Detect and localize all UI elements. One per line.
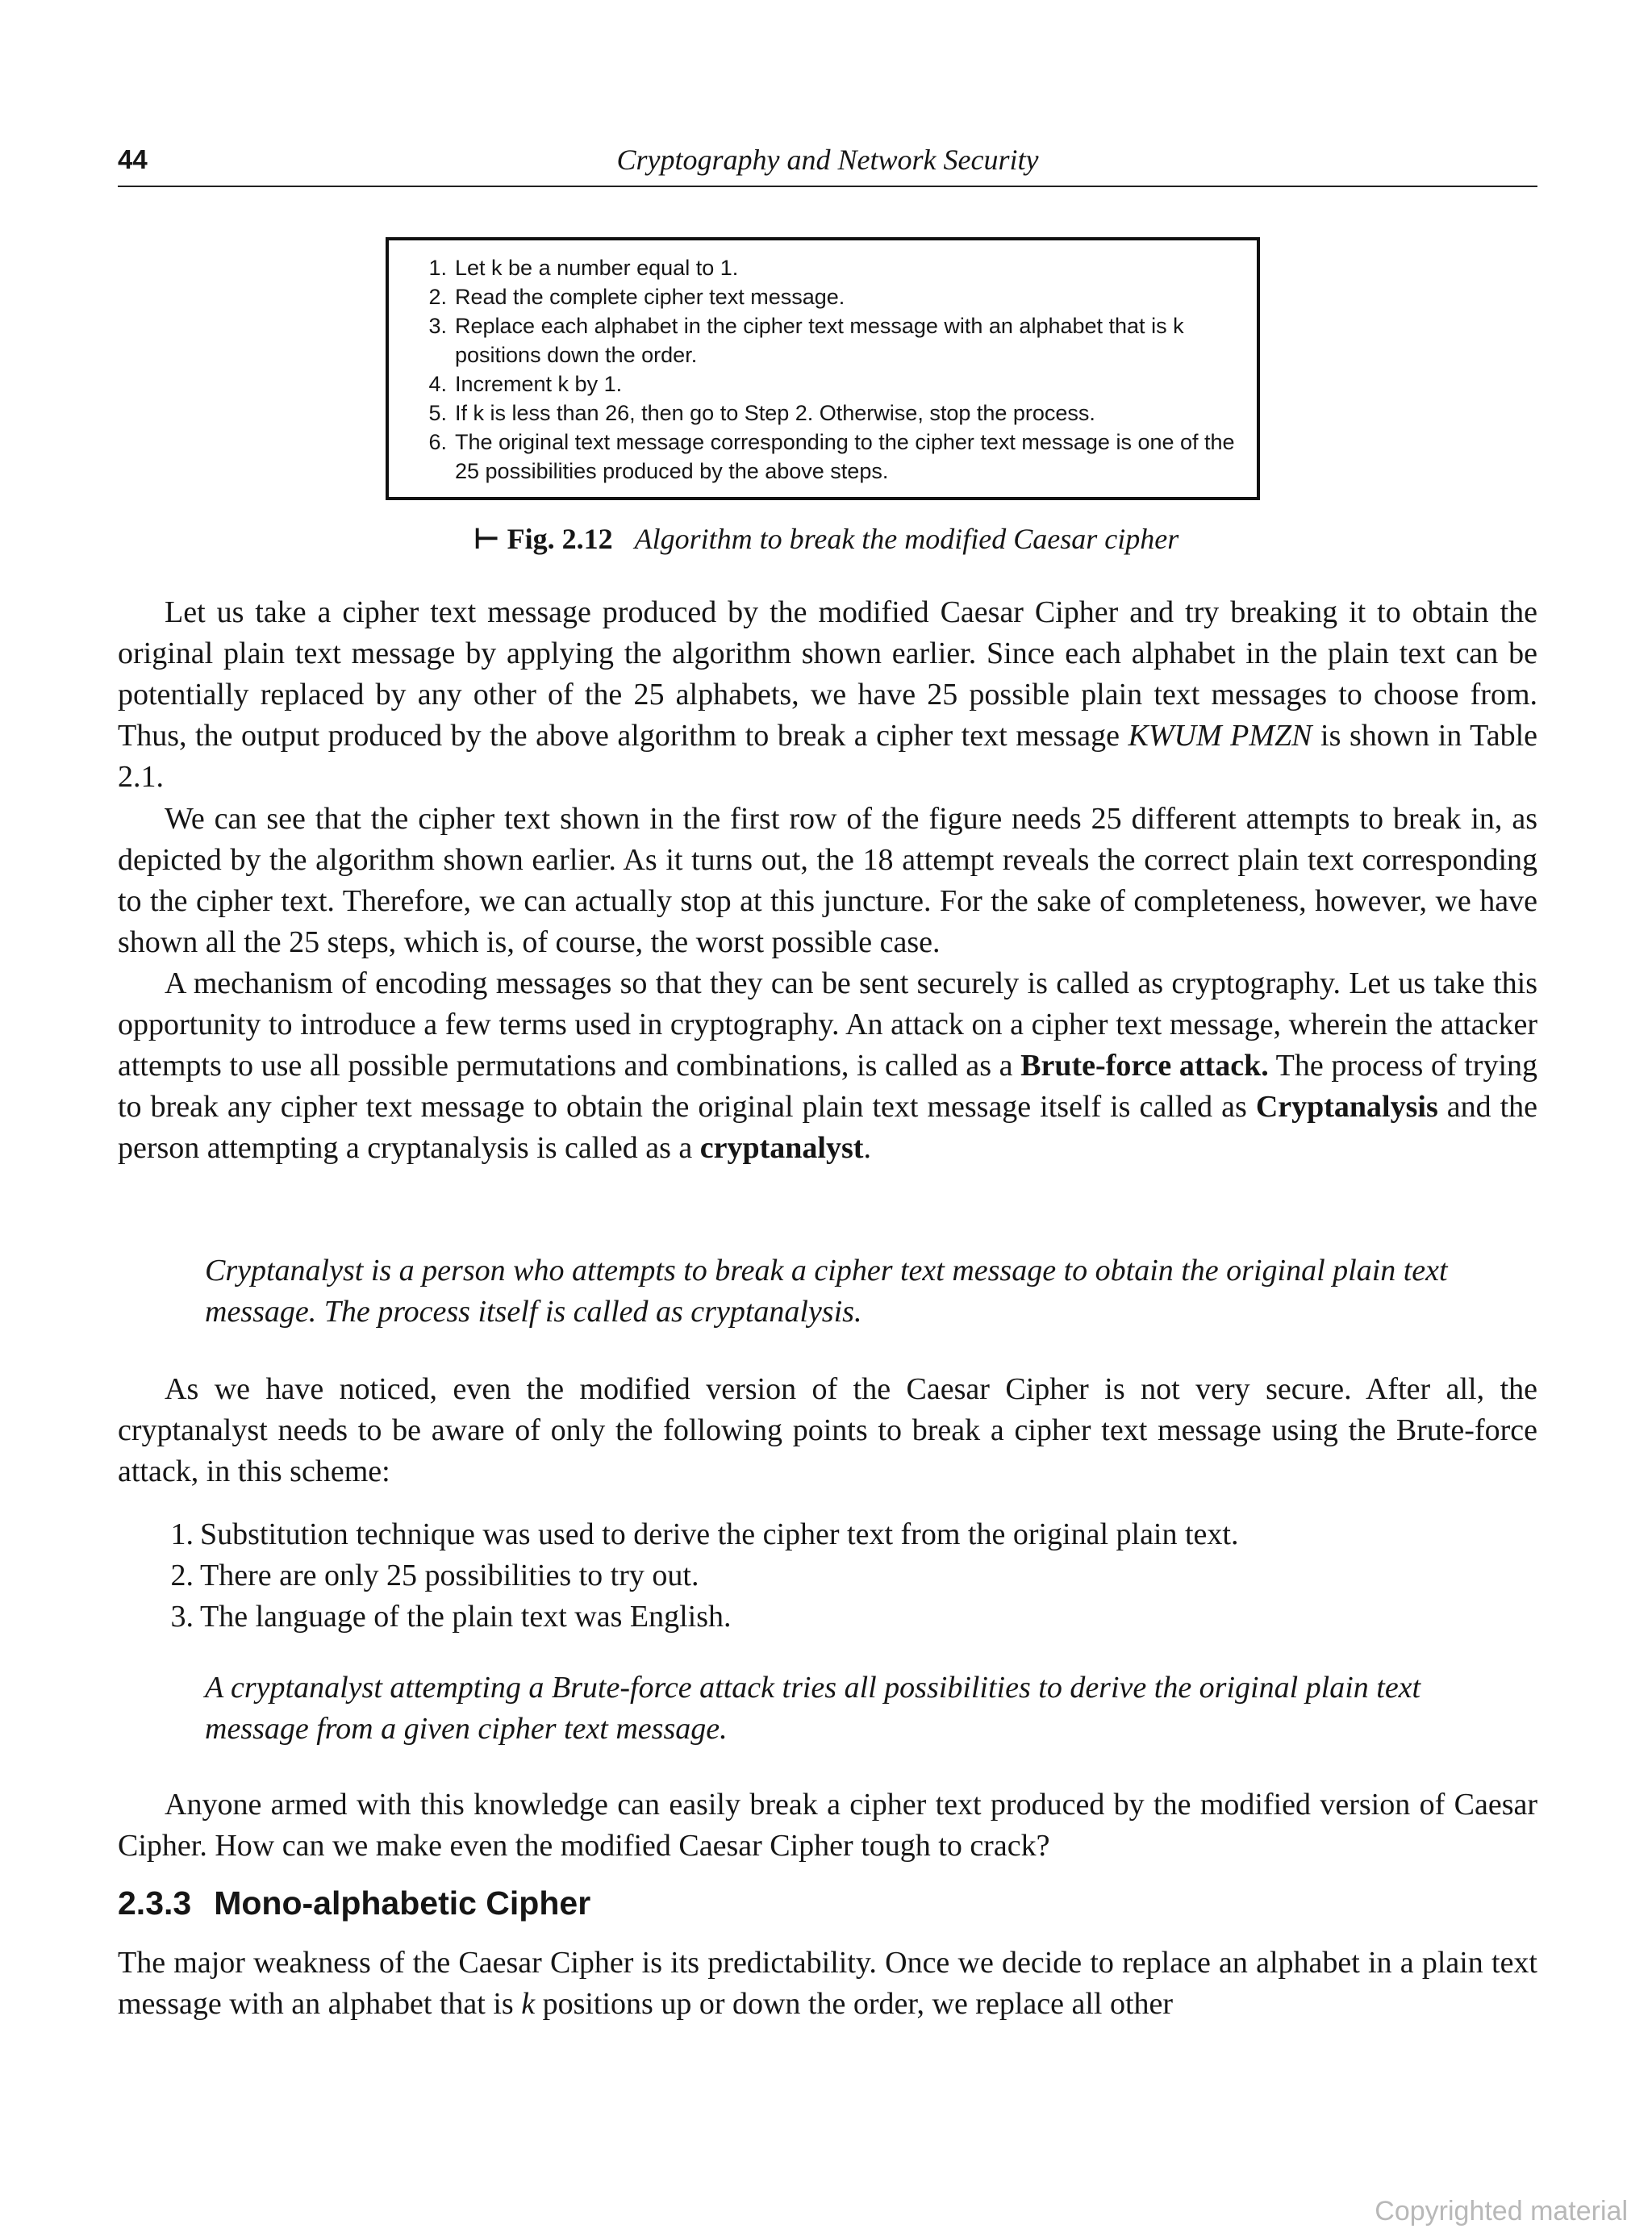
section-title: Mono-alphabetic Cipher — [214, 1884, 591, 1922]
paragraph-4: As we have noticed, even the modified version of the Caesar Cipher is not very secure. After all, the cryptanalyst needs to be aware of only the following points to break a cipher text message using the Brute-force attack, in this scheme: — [118, 1372, 1537, 1488]
list-number: 2. — [170, 1559, 194, 1592]
paragraph-text: . — [863, 1131, 871, 1165]
list-text: The language of the plain text was English. — [200, 1600, 732, 1634]
paragraph-text: Let us take a cipher text message produced by the modified Caesar Cipher and try breaking it to obtain the original plain text message by applying the algorithm shown earlier. Since each alphabet in the plain text can be potentially replaced by any other of the 25 alphabets, we have 25 possible plain text messages to choose from. Thus, the output produced by the above algorithm to break a cipher text message — [118, 595, 1537, 753]
figure-label: Fig. 2.12 — [507, 523, 613, 555]
paragraph-text: The process of trying to break any cipher text message to obtain the original plain text message itself is called as — [118, 1049, 1537, 1124]
figure-caption — [0, 521, 1652, 557]
step-number: 6. — [428, 430, 447, 454]
cipher-example: KWUM PMZN — [1128, 719, 1312, 753]
paragraph-text: is shown in Table 2.1. — [118, 719, 1537, 794]
list-item — [118, 1596, 1537, 1638]
definition-quote-2: A cryptanalyst attempting a Brute-force attack tries all possibilities to derive the original plain text message from a given cipher text message. — [205, 1671, 1421, 1746]
list-text: There are only 25 possibilities to try out. — [200, 1559, 699, 1592]
variable-k: k — [521, 1987, 536, 2021]
running-title: Cryptography and Network Security — [616, 144, 1039, 176]
algorithm-step — [413, 253, 1244, 282]
list-item — [118, 1514, 1537, 1555]
list-item — [118, 1555, 1537, 1596]
term-cryptanalysis: Cryptanalysis — [1255, 1090, 1438, 1124]
step-number: 1. — [428, 256, 447, 280]
paragraph-5: Anyone armed with this knowledge can easily break a cipher text produced by the modified version of Caesar Cipher. How can we make even the modified Caesar Cipher tough to crack? — [118, 1788, 1537, 1863]
paragraph-3 — [118, 963, 1537, 1169]
list-text: Substitution technique was used to derive the cipher text from the original plain text. — [200, 1517, 1239, 1551]
term-cryptanalyst: cryptanalyst — [699, 1131, 864, 1165]
paragraph-text: A mechanism of encoding messages so that they can be sent securely is called as cryptography. Let us take this opportunity to introduce a few terms used in cryptography. An attack on a cipher text message, wherein the attacker attempts to use all possible permutations and combinations, is called as a — [118, 966, 1537, 1083]
copyright-watermark: Copyrighted material — [1375, 2196, 1628, 2227]
algorithm-box — [386, 237, 1260, 500]
points-list — [118, 1514, 1537, 1638]
algorithm-step — [413, 311, 1244, 369]
step-text: Read the complete cipher text message. — [455, 285, 845, 309]
step-number: 4. — [428, 372, 447, 396]
term-brute-force: Brute-force attack. — [1020, 1049, 1269, 1083]
paragraph-1 — [118, 592, 1537, 798]
step-text: Increment k by 1. — [455, 372, 623, 396]
list-number: 1. — [170, 1517, 194, 1551]
step-text: Replace each alphabet in the cipher text message with an alphabet that is k positions down the order. — [455, 314, 1184, 367]
figure-title: Algorithm to break the modified Caesar cipher — [634, 523, 1179, 555]
paragraph-6 — [118, 1943, 1537, 2025]
running-header — [118, 144, 1537, 187]
definition-quote-1: Cryptanalyst is a person who attempts to break a cipher text message to obtain the original plain text message. The process itself is called as cryptanalysis. — [205, 1254, 1448, 1329]
algorithm-step — [413, 282, 1244, 311]
paragraph-text: positions up or down the order, we replace all other — [535, 1987, 1174, 2021]
algorithm-step — [413, 399, 1244, 428]
step-number: 5. — [428, 401, 447, 425]
step-number: 3. — [428, 314, 447, 338]
step-text: Let k be a number equal to 1. — [455, 256, 739, 280]
step-text: If k is less than 26, then go to Step 2. Otherwise, stop the process. — [455, 401, 1095, 425]
section-number: 2.3.3 — [118, 1884, 192, 1922]
paragraph-text: and the person attempting a cryptanalysis is called as a — [118, 1090, 1537, 1165]
list-number: 3. — [170, 1600, 194, 1634]
section-heading — [118, 1881, 590, 1925]
algorithm-steps — [413, 253, 1244, 486]
algorithm-step — [413, 428, 1244, 486]
step-number: 2. — [428, 285, 447, 309]
algorithm-step — [413, 369, 1244, 399]
page-number: 44 — [118, 144, 148, 174]
paragraph-2: We can see that the cipher text shown in the first row of the figure needs 25 different attempts to break in, as depicted by the algorithm shown earlier. As it turns out, the 18 attempt reveals the correct plain text corresponding to the cipher text. Therefore, we can actually stop at this juncture. For the sake of completeness, however, we have shown all the 25 steps, which is, of course, the worst possible case. — [118, 802, 1537, 959]
figure-marker-icon: ⊢ — [473, 523, 500, 556]
step-text: The original text message corresponding to the cipher text message is one of the 25 possibilities produced by the above steps. — [455, 430, 1235, 483]
paragraph-text: The major weakness of the Caesar Cipher is its predictability. Once we decide to replace an alphabet in a plain text message with an alphabet that is — [118, 1946, 1537, 2021]
